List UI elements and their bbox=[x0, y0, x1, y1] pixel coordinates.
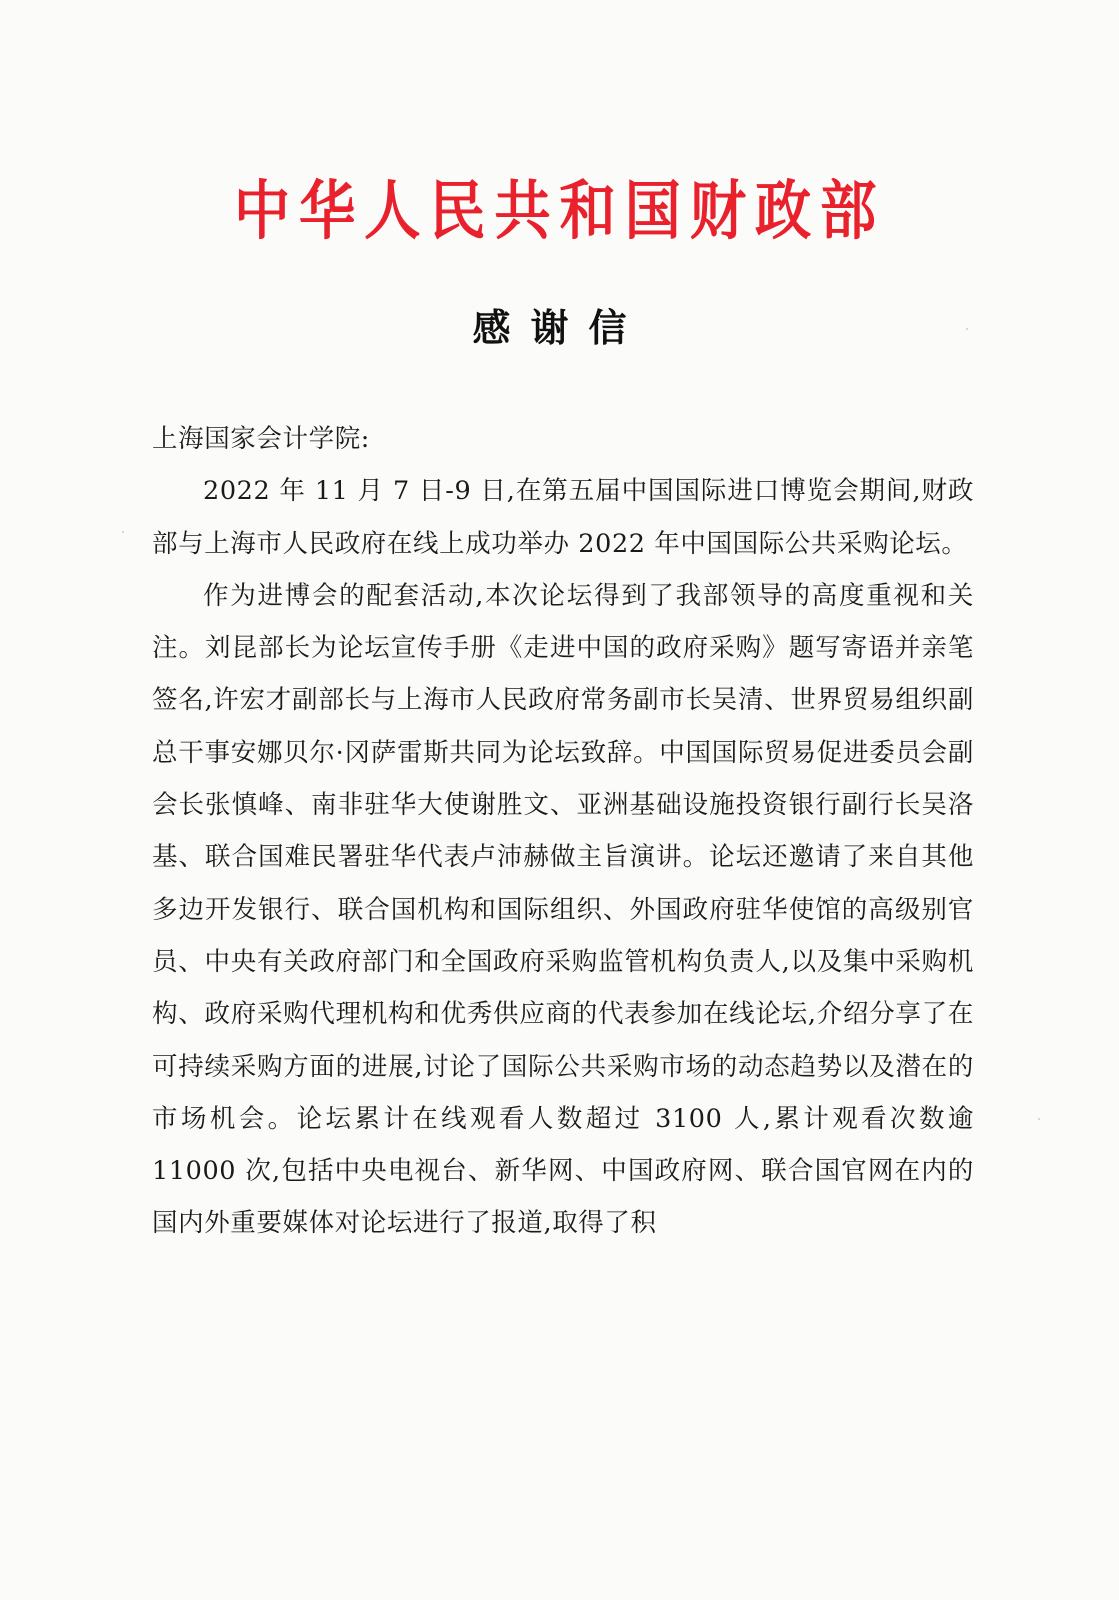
salutation: 上海国家会计学院: bbox=[152, 424, 370, 454]
body-paragraph: 2022 年 11 月 7 日-9 日,在第五届中国国际进口博览会期间,财政部与上海市人民政府在线上成功举办 2022 年中国国际公共采购论坛。 bbox=[152, 476, 974, 559]
letterhead-org-name: 中华人民共和国财政部 bbox=[233, 175, 886, 249]
letter-body bbox=[152, 413, 974, 1250]
scan-speck bbox=[966, 328, 968, 330]
letter-title: 感谢信 bbox=[472, 305, 647, 350]
scan-speck bbox=[1038, 1118, 1040, 1120]
body-paragraph: 作为进博会的配套活动,本次论坛得到了我部领导的高度重视和关注。刘昆部长为论坛宣传手册《走进中国的政府采购》题写寄语并亲笔签名,许宏才副部长与上海市人民政府常务副市长吴清、世界贸易组织副总干事安娜贝尔·冈萨雷斯共同为论坛致辞。中国国际贸易促进委员会副会长张慎峰、南非驻华大使谢胜文、亚洲基础设施投资银行副行长吴洛基、联合国难民署驻华代表卢沛赫做主旨演讲。论坛还邀请了来自其他多边开发银行、联合国机构和国际组织、外国政府驻华使馆的高级别官员、中央有关政府部门和全国政府采购监管机构负责人,以及集中采购机构、政府采购代理机构和优秀供应商的代表参加在线论坛,介绍分享了在可持续采购方面的进展,讨论了国际公共采购市场的动态趋势以及潜在的市场机会。论坛累计在线观看人数超过 3100 人,累计观看次数逾 11000 次,包括中央电视台、新华网、中国政府网、联合国官网在内的国内外重要媒体对论坛进行了报道,取得了积 bbox=[152, 580, 974, 1239]
scan-speck bbox=[122, 531, 124, 533]
